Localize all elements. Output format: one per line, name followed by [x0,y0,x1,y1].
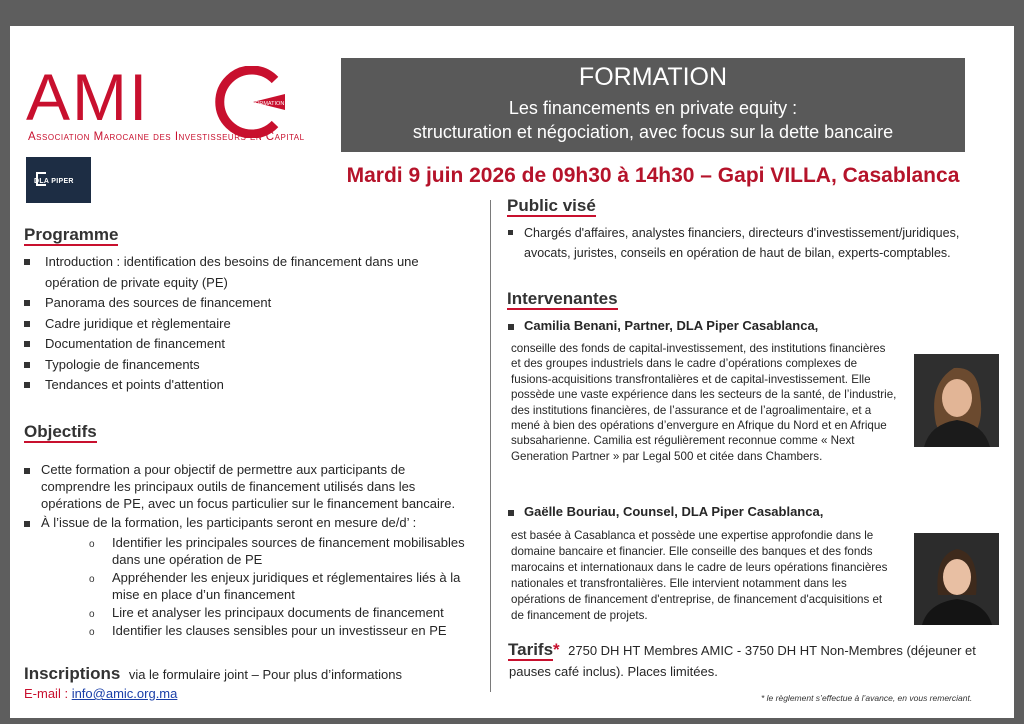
bullet-icon [24,259,30,265]
objectifs-line: opérations de PE, avec un focus particulier sur le financement bancaire. [41,496,456,511]
public-line: Chargés d'affaires, analystes financiers, directeurs d'investissement/juridiques, [524,226,960,240]
circle-bullet-icon: o [89,539,95,550]
banner-title: FORMATION [578,63,728,91]
programme-heading: Programme [24,225,119,244]
email-row [24,686,177,701]
public-heading: Public visé [507,196,596,215]
objectif-line: dans une opération de PE [112,552,263,567]
objectif-item: Lire et analyser les principaux documents de financement [112,605,444,620]
inscriptions-text: via le formulaire joint – Pour plus d’informations [128,667,402,682]
objectif-line: mise en place d’un financement [112,587,295,602]
banner-subtitle-line2: structuration et négociation, avec focus sur la dette bancaire [412,122,894,142]
tarifs-star: * [553,640,560,659]
objectifs-line: Cette formation a pour objectif de permettre aux participants de [41,462,406,477]
banner-subtitle [341,96,965,144]
objectifs-paragraph [41,461,455,512]
bio-line: nationales et transfrontalières. Elle intervient notamment dans les [511,577,847,590]
speaker1-photo [914,354,999,447]
bio-line: opérations de financement d'entreprise, de financement d'acquisitions et [511,593,883,606]
public-text [524,223,959,263]
intervenantes-heading: Intervenantes [507,289,618,308]
event-date: Mardi 9 juin 2026 de 09h30 à 14h30 – Gapi VILLA, Casablanca [346,164,960,187]
amic-logo-text: AMI [26,60,150,134]
bio-line: est basée à Casablanca et possède une expertise approfondie dans le [511,529,874,542]
inscriptions-heading: Inscriptions [24,664,121,683]
logo-badge: FORMATION [251,101,285,107]
circle-bullet-icon: o [89,627,95,638]
programme-item: Typologie de financements [45,357,200,372]
banner-subtitle-line1: Les financements en private equity : [508,98,798,118]
bio-line: marocains et internationaux dans le cadre de leurs opérations financières [511,561,888,574]
objectifs-line: comprendre les principaux outils de financement utilisés dans les [41,479,416,494]
bullet-icon [24,521,30,527]
speaker2-name: Gaëlle Bouriau, Counsel, DLA Piper Casablanca, [524,504,824,519]
bullet-icon [508,324,514,330]
circle-bullet-icon: o [89,574,95,585]
bullet-icon [24,382,30,388]
tarifs-heading: Tarifs [508,640,554,659]
tarifs-row [508,640,976,662]
email-link[interactable]: info@amic.org.ma [71,686,178,701]
speaker1-name: Camilia Benani, Partner, DLA Piper Casablanca, [524,318,819,333]
objectifs-intro: À l’issue de la formation, les participants seront en mesure de/d’ : [41,515,417,530]
bio-line: mené à bien des opérations d’envergure en Afrique du Nord et en Afrique [511,419,887,433]
bio-line: Generation Partner » par Legal 500 et citée dans Chambers. [511,449,823,463]
bio-line: subsaharienne. Camilia est régulièrement reconnue comme « Next [511,434,855,448]
circle-bullet-icon: o [89,609,95,620]
bullet-icon [24,321,30,327]
objectif-line: Appréhender les enjeux juridiques et réglementaires liés à la [112,570,461,585]
dla-piper-logo-text: DLA PIPER [34,178,74,185]
inscriptions-row [24,664,402,686]
amic-logo-c-icon [213,66,285,138]
objectif-item [112,534,465,568]
bullet-icon [24,341,30,347]
amic-logo-subtitle: Association Marocaine des Investisseurs en Capital [28,131,305,143]
objectif-line: Identifier les principales sources de financement mobilisables [112,535,465,550]
objectifs-heading: Objectifs [24,422,97,441]
bio-line: domaine bancaire et financier. Elle conseille des banques et des fonds [511,545,873,558]
bullet-icon [508,510,514,516]
tarifs-note: * le règlement s’effectue à l’avance, en vous remerciant. [761,693,973,703]
bio-line: des institutions financières, de l’assurance et de l’agroalimentaire, et a [511,403,872,417]
programme-item: Documentation de financement [45,336,225,351]
column-divider [490,200,491,692]
email-label: E-mail : [24,686,69,701]
tarifs-line1: 2750 DH HT Membres AMIC - 3750 DH HT Non-Membres (déjeuner et [568,643,976,658]
bullet-icon [508,230,513,235]
public-line: avocats, juristes, conseils en opération de haut de bilan, experts-comptables. [524,246,951,260]
speaker2-bio [511,528,904,624]
bio-line: fusions-acquisitions transfrontalières et de capital-investissement. Elle [511,372,871,386]
programme-item: Tendances et points d'attention [45,377,224,392]
programme-item: Cadre juridique et règlementaire [45,316,231,331]
objectif-item: Identifier les clauses sensibles pour un investisseur en PE [112,623,447,638]
bio-line: de financement de projets. [511,609,648,622]
programme-item: opération de private equity (PE) [45,275,228,290]
bullet-icon [24,300,30,306]
objectif-item [112,569,460,603]
programme-item: Panorama des sources de financement [45,295,272,310]
bio-line: conseille des fonds de capital-investissement, des institutions financières [511,342,886,355]
tarifs-line2: pauses café inclus). Places limitées. [509,664,718,679]
bullet-icon [24,468,30,474]
bio-line: et des groupes industriels dans le cadre d’opérations complexes de [511,357,858,371]
speaker1-bio [511,341,904,464]
bullet-icon [24,362,30,368]
programme-item: Introduction : identification des besoins de financement dans une [45,254,419,269]
speaker2-photo [914,533,999,625]
bio-line: possède une vaste expérience dans les secteurs de la santé, de l’industrie, [511,388,897,402]
